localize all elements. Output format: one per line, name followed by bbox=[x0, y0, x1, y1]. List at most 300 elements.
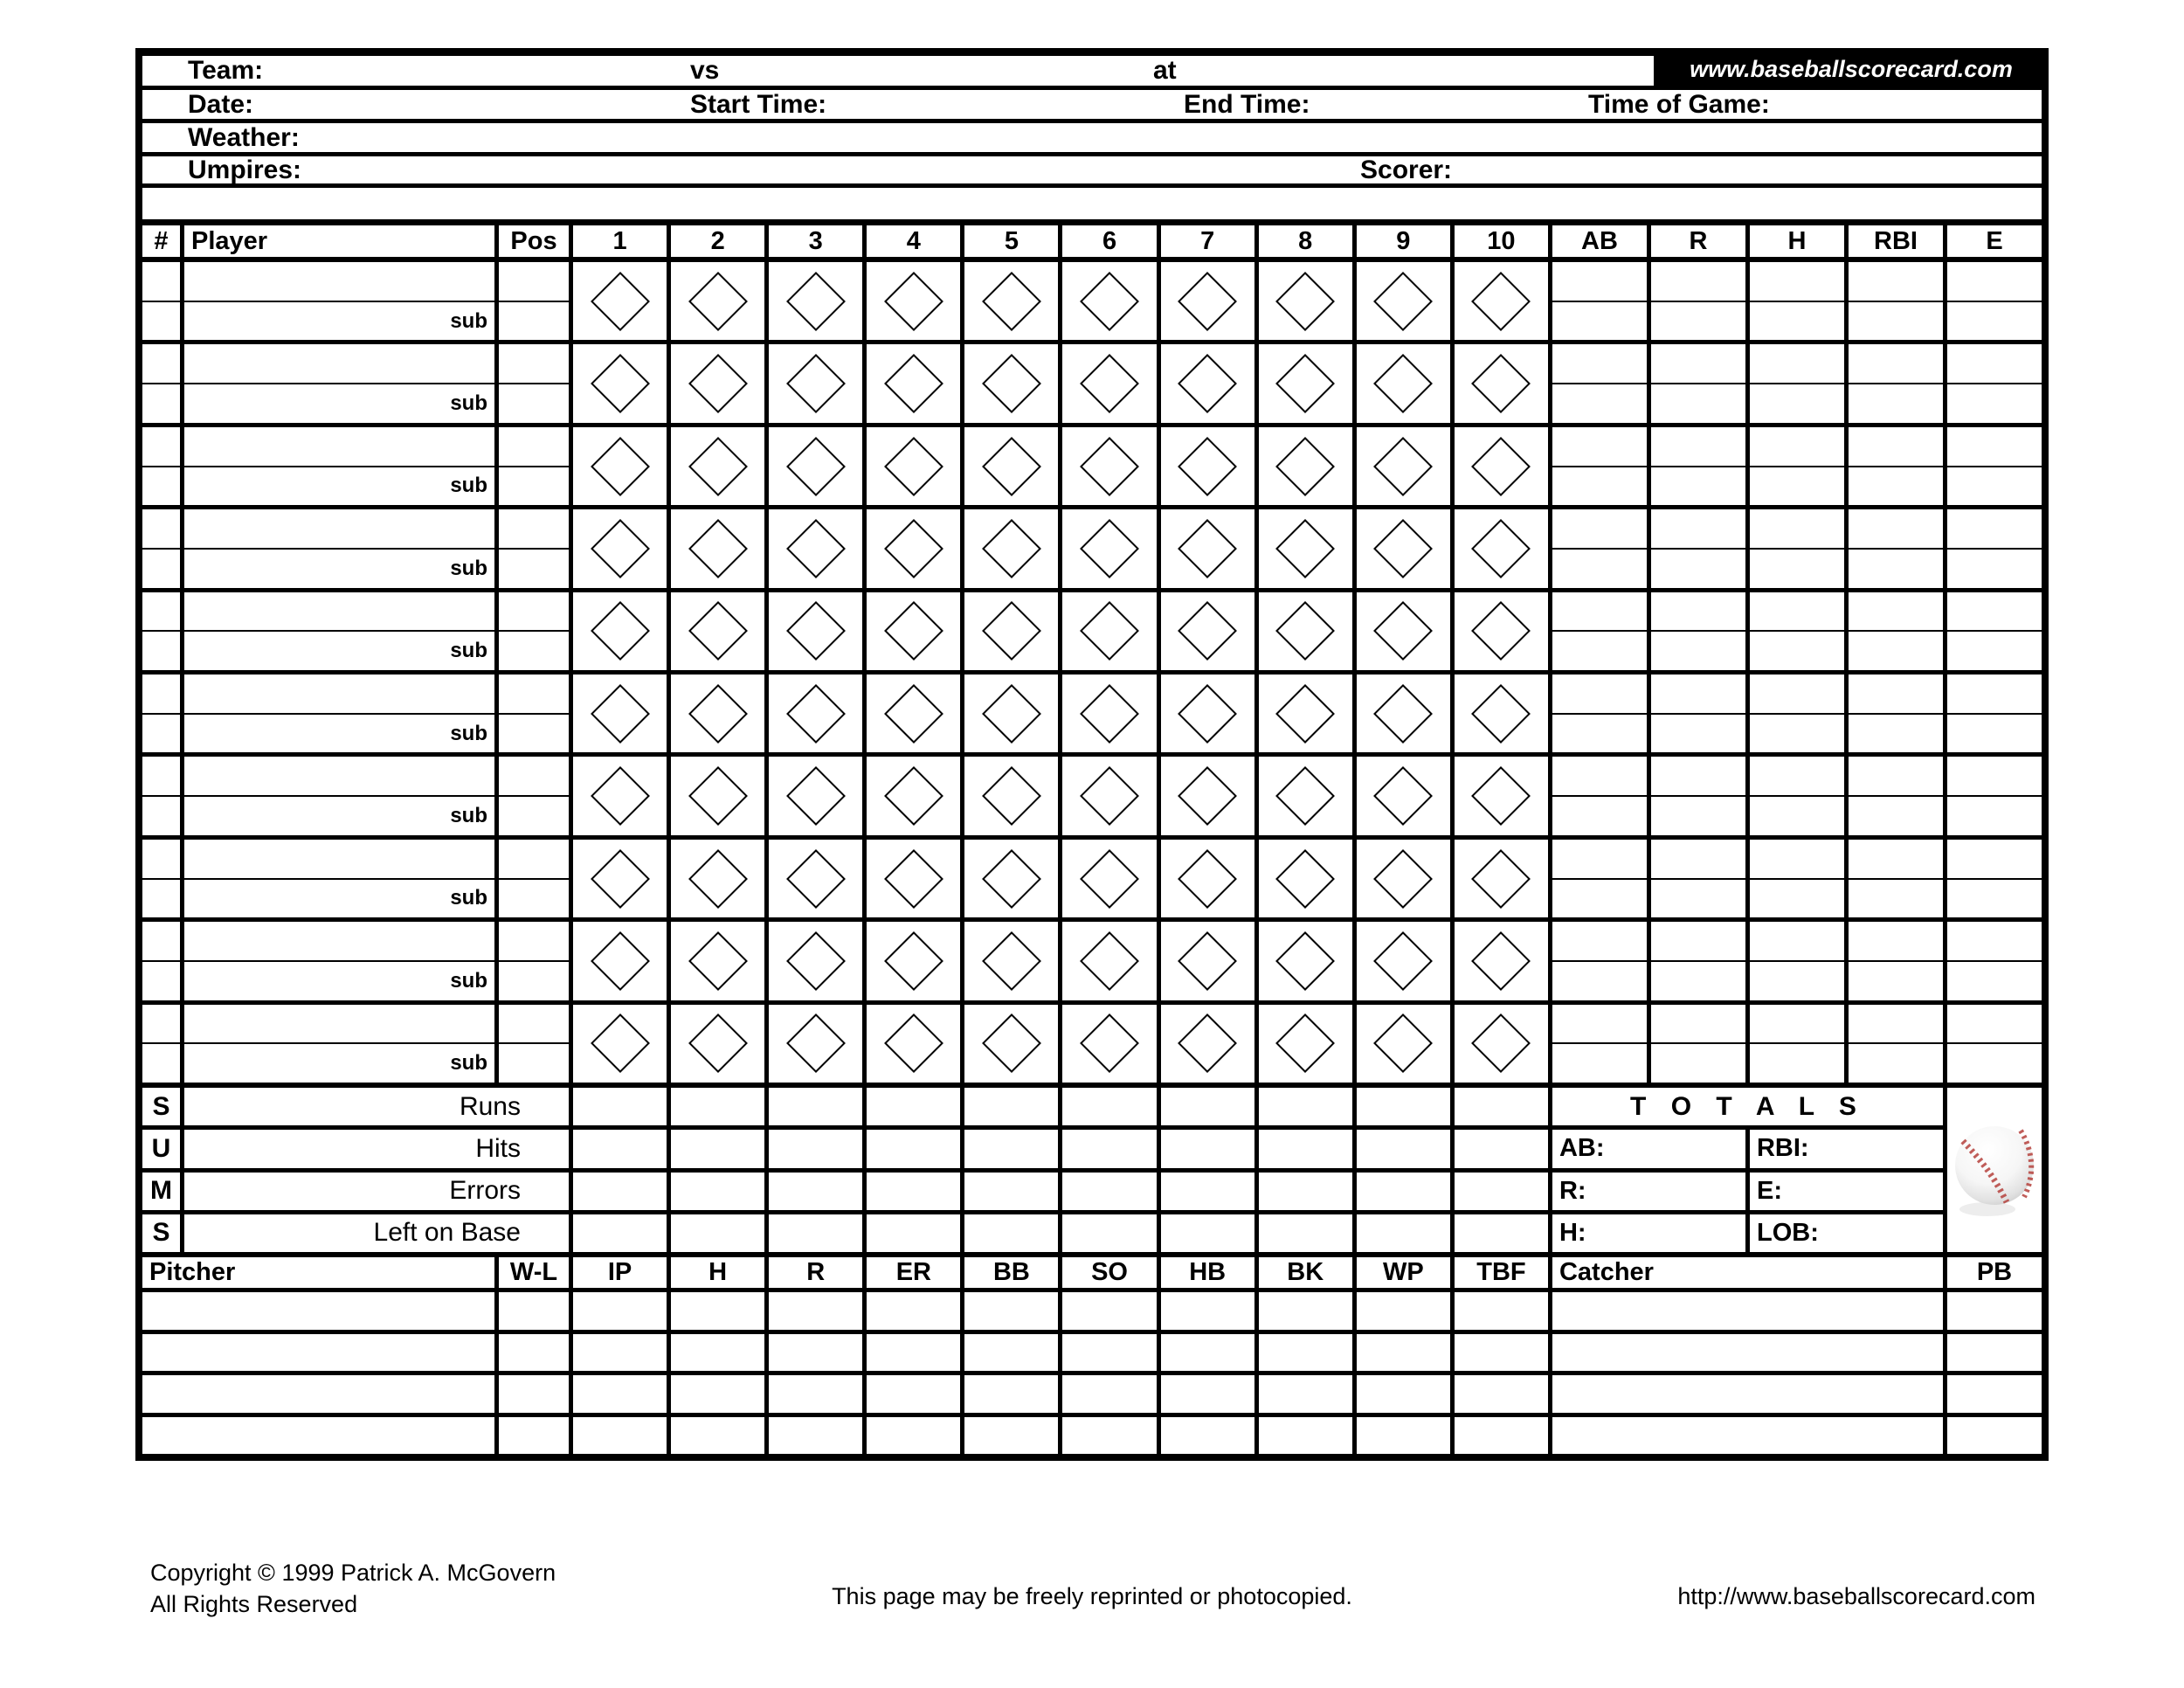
player-number-main bbox=[142, 262, 180, 301]
diamond-icon bbox=[1080, 931, 1139, 991]
player-name-main bbox=[184, 840, 494, 878]
pitch-stat-cell bbox=[1357, 1375, 1450, 1413]
inning-cell bbox=[1259, 675, 1352, 752]
inning-header: 4 bbox=[867, 225, 960, 257]
stat-main bbox=[1947, 262, 2042, 301]
player-number-cell bbox=[142, 922, 180, 1000]
pos-sub bbox=[499, 302, 569, 341]
batting-row bbox=[142, 509, 2042, 587]
inning-cell bbox=[964, 592, 1058, 670]
stat-sub bbox=[1552, 715, 1647, 753]
stat-sub bbox=[1849, 797, 1943, 835]
pos-cell bbox=[499, 757, 569, 834]
sums-inning-cell bbox=[964, 1173, 1058, 1210]
stat-sub bbox=[1552, 550, 1647, 588]
stat-main bbox=[1849, 1005, 1943, 1043]
batting-row bbox=[142, 344, 2042, 422]
player-sub-cell bbox=[184, 302, 494, 341]
sums-inning-cell bbox=[671, 1130, 764, 1167]
pos-cell bbox=[499, 427, 569, 505]
stat-cell bbox=[1849, 509, 1943, 587]
player-name-cell bbox=[184, 922, 494, 1000]
sums-letter: S bbox=[142, 1214, 180, 1252]
sums-inning-cell bbox=[1455, 1130, 1548, 1167]
diamond-icon bbox=[591, 849, 650, 909]
sums-inning-cell bbox=[573, 1173, 667, 1210]
inning-cell bbox=[1455, 675, 1548, 752]
inning-cell bbox=[1455, 1005, 1548, 1083]
pos-cell bbox=[499, 840, 569, 917]
pitcher-name-cell bbox=[142, 1417, 494, 1455]
stat-cell bbox=[1552, 262, 1647, 340]
player-sub-cell bbox=[184, 467, 494, 506]
reprint-note: This page may be freely reprinted or photocopied. bbox=[832, 1583, 1352, 1609]
inning-cell bbox=[1161, 509, 1254, 587]
stat-main bbox=[1651, 427, 1745, 466]
pitch-stat-header: BB bbox=[964, 1257, 1058, 1288]
inning-cell bbox=[671, 922, 764, 1000]
player-name-main bbox=[184, 509, 494, 548]
pitch-stat-header: IP bbox=[573, 1257, 667, 1288]
pitch-stat-cell bbox=[573, 1292, 667, 1330]
inning-cell bbox=[1357, 1005, 1450, 1083]
stat-main bbox=[1651, 922, 1745, 960]
stat-sub bbox=[1552, 1044, 1647, 1083]
sums-inning-cell bbox=[867, 1130, 960, 1167]
inning-cell bbox=[573, 509, 667, 587]
stat-sub bbox=[1651, 384, 1745, 423]
inning-cell bbox=[1161, 757, 1254, 834]
player-name-main bbox=[184, 757, 494, 795]
diamond-icon bbox=[1080, 354, 1139, 413]
catcher-cell bbox=[1552, 1417, 1943, 1455]
sums-inning-cell bbox=[1062, 1130, 1156, 1167]
sums-letter: S bbox=[142, 1088, 180, 1125]
stat-sub bbox=[1750, 797, 1844, 835]
stat-sub bbox=[1947, 632, 2042, 670]
player-sub-cell bbox=[184, 1044, 494, 1083]
weather-label: Weather: bbox=[188, 122, 300, 152]
inning-cell bbox=[573, 344, 667, 422]
diamond-icon bbox=[884, 354, 943, 413]
stat-cell bbox=[1947, 922, 2042, 1000]
pitch-stat-header: ER bbox=[867, 1257, 960, 1288]
stat-main bbox=[1849, 922, 1943, 960]
stat-main bbox=[1947, 344, 2042, 383]
batting-row bbox=[142, 427, 2042, 505]
stat-cell bbox=[1750, 262, 1844, 340]
time-of-game-label: Time of Game: bbox=[1588, 89, 1770, 119]
pitching-row bbox=[142, 1417, 2042, 1455]
stat-sub bbox=[1750, 962, 1844, 1000]
stat-cell bbox=[1750, 592, 1844, 670]
pitch-stat-cell bbox=[867, 1417, 960, 1455]
stat-cell bbox=[1750, 509, 1844, 587]
diamond-icon bbox=[1373, 272, 1433, 331]
pos-cell bbox=[499, 922, 569, 1000]
diamond-icon bbox=[1178, 1013, 1237, 1073]
stat-sub bbox=[1651, 797, 1745, 835]
inning-cell bbox=[867, 344, 960, 422]
diamond-icon bbox=[982, 437, 1041, 496]
date-label: Date: bbox=[188, 89, 254, 119]
stat-cell bbox=[1849, 675, 1943, 752]
pitch-stat-cell bbox=[1062, 1334, 1156, 1372]
diamond-icon bbox=[1373, 519, 1433, 578]
inning-cell bbox=[1259, 592, 1352, 670]
pitch-stat-cell bbox=[573, 1334, 667, 1372]
stat-sub bbox=[1947, 797, 2042, 835]
site-banner bbox=[1654, 48, 2049, 90]
inning-cell bbox=[1455, 840, 1548, 917]
diamond-icon bbox=[591, 354, 650, 413]
diamond-icon bbox=[1373, 1013, 1433, 1073]
inning-cell bbox=[867, 427, 960, 505]
diamond-icon bbox=[591, 684, 650, 744]
stat-sub bbox=[1947, 467, 2042, 506]
diamond-icon bbox=[884, 1013, 943, 1073]
sums-inning-cell bbox=[1357, 1088, 1450, 1125]
stat-main bbox=[1750, 840, 1844, 878]
stat-main bbox=[1552, 344, 1647, 383]
stat-sub bbox=[1849, 467, 1943, 506]
pos-main bbox=[499, 1005, 569, 1043]
player-number-sub bbox=[142, 632, 180, 670]
inning-header: 8 bbox=[1259, 225, 1352, 257]
sums-inning-cell bbox=[769, 1130, 862, 1167]
inning-header: 7 bbox=[1161, 225, 1254, 257]
stat-main bbox=[1947, 757, 2042, 795]
inning-cell bbox=[1062, 757, 1156, 834]
stat-cell bbox=[1750, 675, 1844, 752]
stat-sub bbox=[1552, 467, 1647, 506]
diamond-icon bbox=[1275, 354, 1335, 413]
pitching-header-row bbox=[142, 1252, 2042, 1292]
inning-cell bbox=[1259, 509, 1352, 587]
stat-main bbox=[1651, 1005, 1745, 1043]
inning-cell bbox=[769, 840, 862, 917]
stat-sub bbox=[1552, 880, 1647, 918]
stat-sub bbox=[1849, 302, 1943, 341]
diamond-icon bbox=[1275, 684, 1335, 744]
inning-cell bbox=[1161, 840, 1254, 917]
inning-cell bbox=[964, 509, 1058, 587]
inning-cell bbox=[1062, 427, 1156, 505]
player-number-sub bbox=[142, 384, 180, 423]
player-name-main bbox=[184, 675, 494, 713]
stat-cell bbox=[1552, 922, 1647, 1000]
stat-cell bbox=[1849, 1005, 1943, 1083]
pitch-stat-cell bbox=[671, 1292, 764, 1330]
diamond-icon bbox=[1080, 519, 1139, 578]
pitch-stat-cell bbox=[867, 1375, 960, 1413]
stat-cell bbox=[1947, 1005, 2042, 1083]
pitch-stat-cell bbox=[671, 1334, 764, 1372]
stat-main bbox=[1552, 509, 1647, 548]
stat-main bbox=[1651, 592, 1745, 631]
inning-cell bbox=[964, 262, 1058, 340]
stat-cell bbox=[1750, 757, 1844, 834]
at-label: at bbox=[1153, 56, 1177, 85]
pos-cell bbox=[499, 675, 569, 752]
player-number-sub bbox=[142, 880, 180, 918]
sums-inning-cell bbox=[964, 1130, 1058, 1167]
pitch-stat-cell bbox=[769, 1375, 862, 1413]
player-sub-cell bbox=[184, 797, 494, 835]
inning-cell bbox=[867, 1005, 960, 1083]
sums-inning-cell bbox=[1161, 1130, 1254, 1167]
diamond-icon bbox=[1275, 1013, 1335, 1073]
inning-header: 2 bbox=[671, 225, 764, 257]
diamond-icon bbox=[1471, 519, 1531, 578]
stat-sub bbox=[1750, 550, 1844, 588]
inning-cell bbox=[573, 757, 667, 834]
stat-sub bbox=[1849, 550, 1943, 588]
umpires-row bbox=[142, 156, 2042, 188]
pitch-stat-cell bbox=[964, 1375, 1058, 1413]
pitch-stat-cell bbox=[1455, 1417, 1548, 1455]
stat-cell bbox=[1651, 840, 1745, 917]
stat-sub bbox=[1947, 550, 2042, 588]
pitch-stat-cell bbox=[1357, 1292, 1450, 1330]
stat-sub bbox=[1947, 1044, 2042, 1083]
inning-cell bbox=[1062, 1005, 1156, 1083]
sums-inning-cell bbox=[1455, 1214, 1548, 1252]
stat-cell bbox=[1947, 262, 2042, 340]
stat-sub bbox=[1947, 962, 2042, 1000]
inning-cell bbox=[1357, 262, 1450, 340]
inning-cell bbox=[1357, 922, 1450, 1000]
pitch-stat-cell bbox=[769, 1334, 862, 1372]
pitch-stat-header: H bbox=[671, 1257, 764, 1288]
stat-main bbox=[1651, 509, 1745, 548]
inning-cell bbox=[867, 509, 960, 587]
player-name-cell bbox=[184, 427, 494, 505]
inning-cell bbox=[573, 592, 667, 670]
stat-cell bbox=[1651, 675, 1745, 752]
pitch-stat-cell bbox=[1455, 1292, 1548, 1330]
player-name-main bbox=[184, 427, 494, 466]
pos-cell bbox=[499, 1005, 569, 1083]
diamond-icon bbox=[884, 519, 943, 578]
diamond-icon bbox=[1178, 272, 1237, 331]
player-sub-cell bbox=[184, 632, 494, 670]
stat-main bbox=[1947, 592, 2042, 631]
diamond-icon bbox=[884, 849, 943, 909]
pitch-stat-header: WP bbox=[1357, 1257, 1450, 1288]
inning-cell bbox=[1357, 427, 1450, 505]
pos-cell bbox=[499, 262, 569, 340]
player-number-sub bbox=[142, 1044, 180, 1083]
inning-cell bbox=[1357, 509, 1450, 587]
stat-cell bbox=[1947, 757, 2042, 834]
diamond-icon bbox=[1178, 684, 1237, 744]
stat-sub bbox=[1750, 632, 1844, 670]
stat-main bbox=[1947, 675, 2042, 713]
diamond-icon bbox=[884, 684, 943, 744]
pos-cell bbox=[499, 509, 569, 587]
stat-main bbox=[1552, 1005, 1647, 1043]
inning-header: 5 bbox=[964, 225, 1058, 257]
stat-main bbox=[1552, 592, 1647, 631]
inning-cell bbox=[1455, 757, 1548, 834]
pb-cell bbox=[1947, 1417, 2042, 1455]
sub-label: sub bbox=[450, 1051, 487, 1076]
stat-cell bbox=[1750, 922, 1844, 1000]
pos-sub bbox=[499, 467, 569, 506]
sums-letter: M bbox=[142, 1173, 180, 1210]
stat-main bbox=[1651, 344, 1745, 383]
player-number-cell bbox=[142, 757, 180, 834]
diamond-icon bbox=[786, 931, 846, 991]
stat-cell bbox=[1651, 509, 1745, 587]
team-label: Team: bbox=[188, 56, 264, 85]
diamond-icon bbox=[688, 272, 748, 331]
diamond-icon bbox=[1373, 601, 1433, 661]
stat-sub bbox=[1750, 384, 1844, 423]
inning-cell bbox=[769, 757, 862, 834]
batting-row bbox=[142, 840, 2042, 917]
diamond-icon bbox=[688, 684, 748, 744]
sums-inning-cell bbox=[1161, 1214, 1254, 1252]
diamond-icon bbox=[786, 519, 846, 578]
pitcher-name-cell bbox=[142, 1292, 494, 1330]
inning-cell bbox=[1161, 262, 1254, 340]
inning-header: 9 bbox=[1357, 225, 1450, 257]
diamond-icon bbox=[1178, 601, 1237, 661]
diamond-icon bbox=[982, 354, 1041, 413]
player-name-cell bbox=[184, 840, 494, 917]
sums-inning-cell bbox=[1259, 1130, 1352, 1167]
stat-main bbox=[1750, 344, 1844, 383]
pitch-stat-cell bbox=[1455, 1375, 1548, 1413]
stat-main bbox=[1947, 509, 2042, 548]
pitch-stat-header: BK bbox=[1259, 1257, 1352, 1288]
stat-main bbox=[1750, 757, 1844, 795]
stat-sub bbox=[1552, 632, 1647, 670]
inning-cell bbox=[1161, 922, 1254, 1000]
sums-inning-cell bbox=[1259, 1088, 1352, 1125]
sums-inning-cell bbox=[769, 1214, 862, 1252]
batting-row bbox=[142, 675, 2042, 752]
inning-cell bbox=[1161, 1005, 1254, 1083]
diamond-icon bbox=[688, 931, 748, 991]
inning-cell bbox=[671, 840, 764, 917]
pos-cell bbox=[499, 344, 569, 422]
site-banner-text: www.baseballscorecard.com bbox=[1690, 55, 2013, 82]
inning-cell bbox=[769, 675, 862, 752]
totals-field: LOB: bbox=[1750, 1214, 1943, 1252]
player-number-main bbox=[142, 427, 180, 466]
inning-cell bbox=[1455, 922, 1548, 1000]
stat-main bbox=[1750, 1005, 1844, 1043]
player-number-sub bbox=[142, 550, 180, 588]
diamond-icon bbox=[688, 354, 748, 413]
inning-cell bbox=[964, 1005, 1058, 1083]
sub-label: sub bbox=[450, 391, 487, 415]
stat-main bbox=[1750, 675, 1844, 713]
pb-cell bbox=[1947, 1292, 2042, 1330]
pos-sub bbox=[499, 1044, 569, 1083]
pitch-stat-cell bbox=[1062, 1417, 1156, 1455]
pos-main bbox=[499, 262, 569, 301]
stat-cell bbox=[1651, 757, 1745, 834]
inning-cell bbox=[1062, 675, 1156, 752]
diamond-icon bbox=[786, 684, 846, 744]
diamond-icon bbox=[1275, 519, 1335, 578]
pos-main bbox=[499, 840, 569, 878]
inning-cell bbox=[671, 1005, 764, 1083]
catcher-cell bbox=[1552, 1334, 1943, 1372]
stat-main bbox=[1552, 757, 1647, 795]
sub-label: sub bbox=[450, 803, 487, 827]
sums-inning-cell bbox=[671, 1088, 764, 1125]
pos-sub bbox=[499, 632, 569, 670]
player-sub-cell bbox=[184, 550, 494, 588]
stat-cell bbox=[1552, 675, 1647, 752]
inning-cell bbox=[1259, 757, 1352, 834]
player-number-main bbox=[142, 922, 180, 960]
player-number-sub bbox=[142, 715, 180, 753]
inning-cell bbox=[671, 675, 764, 752]
stat-cell bbox=[1849, 592, 1943, 670]
sums-inning-cell bbox=[1161, 1088, 1254, 1125]
sums-inning-cell bbox=[1062, 1088, 1156, 1125]
diamond-icon bbox=[884, 601, 943, 661]
inning-cell bbox=[1259, 344, 1352, 422]
sums-inning-cell bbox=[1455, 1088, 1548, 1125]
pitch-stat-cell bbox=[1455, 1334, 1548, 1372]
pitch-stat-cell bbox=[1062, 1375, 1156, 1413]
pitch-stat-cell bbox=[964, 1334, 1058, 1372]
player-name-cell bbox=[184, 757, 494, 834]
sums-inning-cell bbox=[769, 1088, 862, 1125]
inning-cell bbox=[1357, 344, 1450, 422]
pos-sub bbox=[499, 384, 569, 423]
diamond-icon bbox=[1178, 849, 1237, 909]
inning-cell bbox=[1161, 592, 1254, 670]
sub-label: sub bbox=[450, 886, 487, 910]
inning-cell bbox=[1062, 592, 1156, 670]
player-number-cell bbox=[142, 427, 180, 505]
stat-main bbox=[1552, 840, 1647, 878]
stat-cell bbox=[1849, 344, 1943, 422]
totals-field: E: bbox=[1750, 1173, 1943, 1210]
player-name-main bbox=[184, 262, 494, 301]
pitch-stat-cell bbox=[1259, 1292, 1352, 1330]
pos-main bbox=[499, 509, 569, 548]
player-number-main bbox=[142, 509, 180, 548]
inning-cell bbox=[769, 592, 862, 670]
wl-cell bbox=[499, 1334, 569, 1372]
stat-cell bbox=[1552, 840, 1647, 917]
pitch-stat-cell bbox=[573, 1417, 667, 1455]
stat-cell bbox=[1552, 427, 1647, 505]
inning-cell bbox=[769, 922, 862, 1000]
stat-header: H bbox=[1750, 225, 1844, 257]
inning-cell bbox=[867, 757, 960, 834]
stat-cell bbox=[1750, 344, 1844, 422]
pitch-stat-cell bbox=[671, 1375, 764, 1413]
pitch-stat-header: HB bbox=[1161, 1257, 1254, 1288]
player-name-cell bbox=[184, 262, 494, 340]
stat-cell bbox=[1849, 757, 1943, 834]
diamond-icon bbox=[1275, 766, 1335, 826]
pitch-stat-cell bbox=[964, 1292, 1058, 1330]
batting-row bbox=[142, 1005, 2042, 1083]
stat-sub bbox=[1552, 962, 1647, 1000]
diamond-icon bbox=[688, 519, 748, 578]
